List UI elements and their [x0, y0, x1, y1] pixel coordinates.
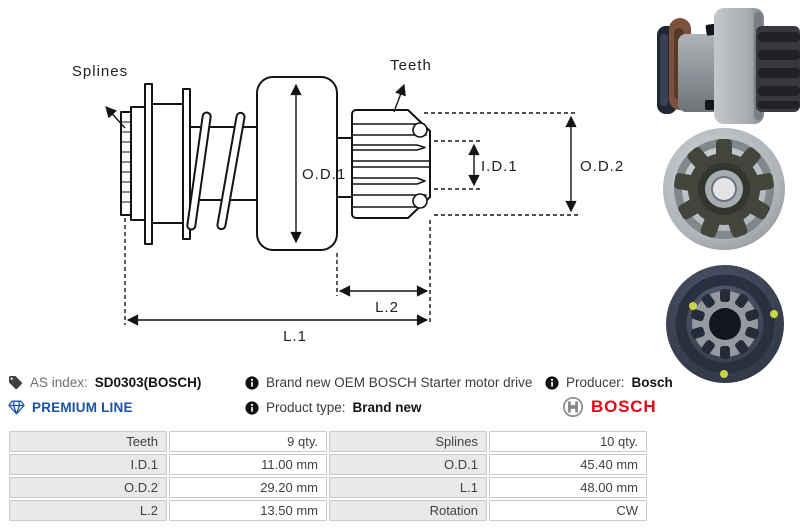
producer-label: Producer: — [566, 375, 625, 390]
description-text: Brand new OEM BOSCH Starter motor drive — [266, 375, 533, 390]
spec-table — [7, 429, 649, 523]
spec-label: Splines — [329, 431, 487, 452]
label-od1: O.D.1 — [302, 166, 347, 183]
product-type-row — [245, 400, 422, 415]
premium-line-label: PREMIUM LINE — [32, 400, 133, 415]
product-photo-side-view — [648, 4, 800, 126]
label-splines: Splines — [71, 63, 129, 80]
description-row — [245, 375, 532, 390]
spec-value: 13.50 mm — [169, 500, 327, 521]
table-row — [9, 500, 647, 521]
info-icon — [245, 376, 259, 390]
table-row — [9, 431, 647, 452]
spec-value: 48.00 mm — [489, 477, 647, 498]
producer-row — [545, 375, 673, 390]
bosch-armature-icon — [562, 396, 584, 418]
bosch-logo-text: BOSCH — [591, 397, 657, 416]
spec-label: Rotation — [329, 500, 487, 521]
premium-line-row — [8, 400, 133, 415]
info-icon — [545, 376, 559, 390]
diamond-icon — [8, 400, 25, 415]
spec-value: CW — [489, 500, 647, 521]
product-type-value: Brand new — [352, 400, 422, 415]
product-photo-back-view — [653, 262, 800, 388]
table-row — [9, 477, 647, 498]
as-index-row — [8, 375, 201, 390]
spec-value: 11.00 mm — [169, 454, 327, 475]
drive-profile — [121, 77, 430, 250]
spec-value: 45.40 mm — [489, 454, 647, 475]
bosch-logo — [562, 396, 656, 418]
label-od2: O.D.2 — [580, 158, 625, 175]
as-index-value: SD0303(BOSCH) — [94, 375, 202, 390]
spec-value: 29.20 mm — [169, 477, 327, 498]
tag-icon — [8, 375, 23, 390]
label-l1: L.1 — [283, 328, 307, 345]
spec-value: 9 qty. — [169, 431, 327, 452]
spec-label: O.D.1 — [329, 454, 487, 475]
product-photo-front-view — [653, 126, 800, 262]
table-row — [9, 454, 647, 475]
label-l2: L.2 — [375, 299, 399, 316]
as-index-label: AS index: — [30, 375, 88, 390]
spec-label: I.D.1 — [9, 454, 167, 475]
spec-label: O.D.2 — [9, 477, 167, 498]
product-type-label: Product type: — [266, 400, 346, 415]
label-teeth: Teeth — [390, 57, 432, 74]
spec-label: Teeth — [9, 431, 167, 452]
info-icon — [245, 401, 259, 415]
producer-value: Bosch — [631, 375, 673, 390]
spec-label: L.2 — [9, 500, 167, 521]
label-id1: I.D.1 — [481, 158, 518, 175]
spec-label: L.1 — [329, 477, 487, 498]
spec-value: 10 qty. — [489, 431, 647, 452]
